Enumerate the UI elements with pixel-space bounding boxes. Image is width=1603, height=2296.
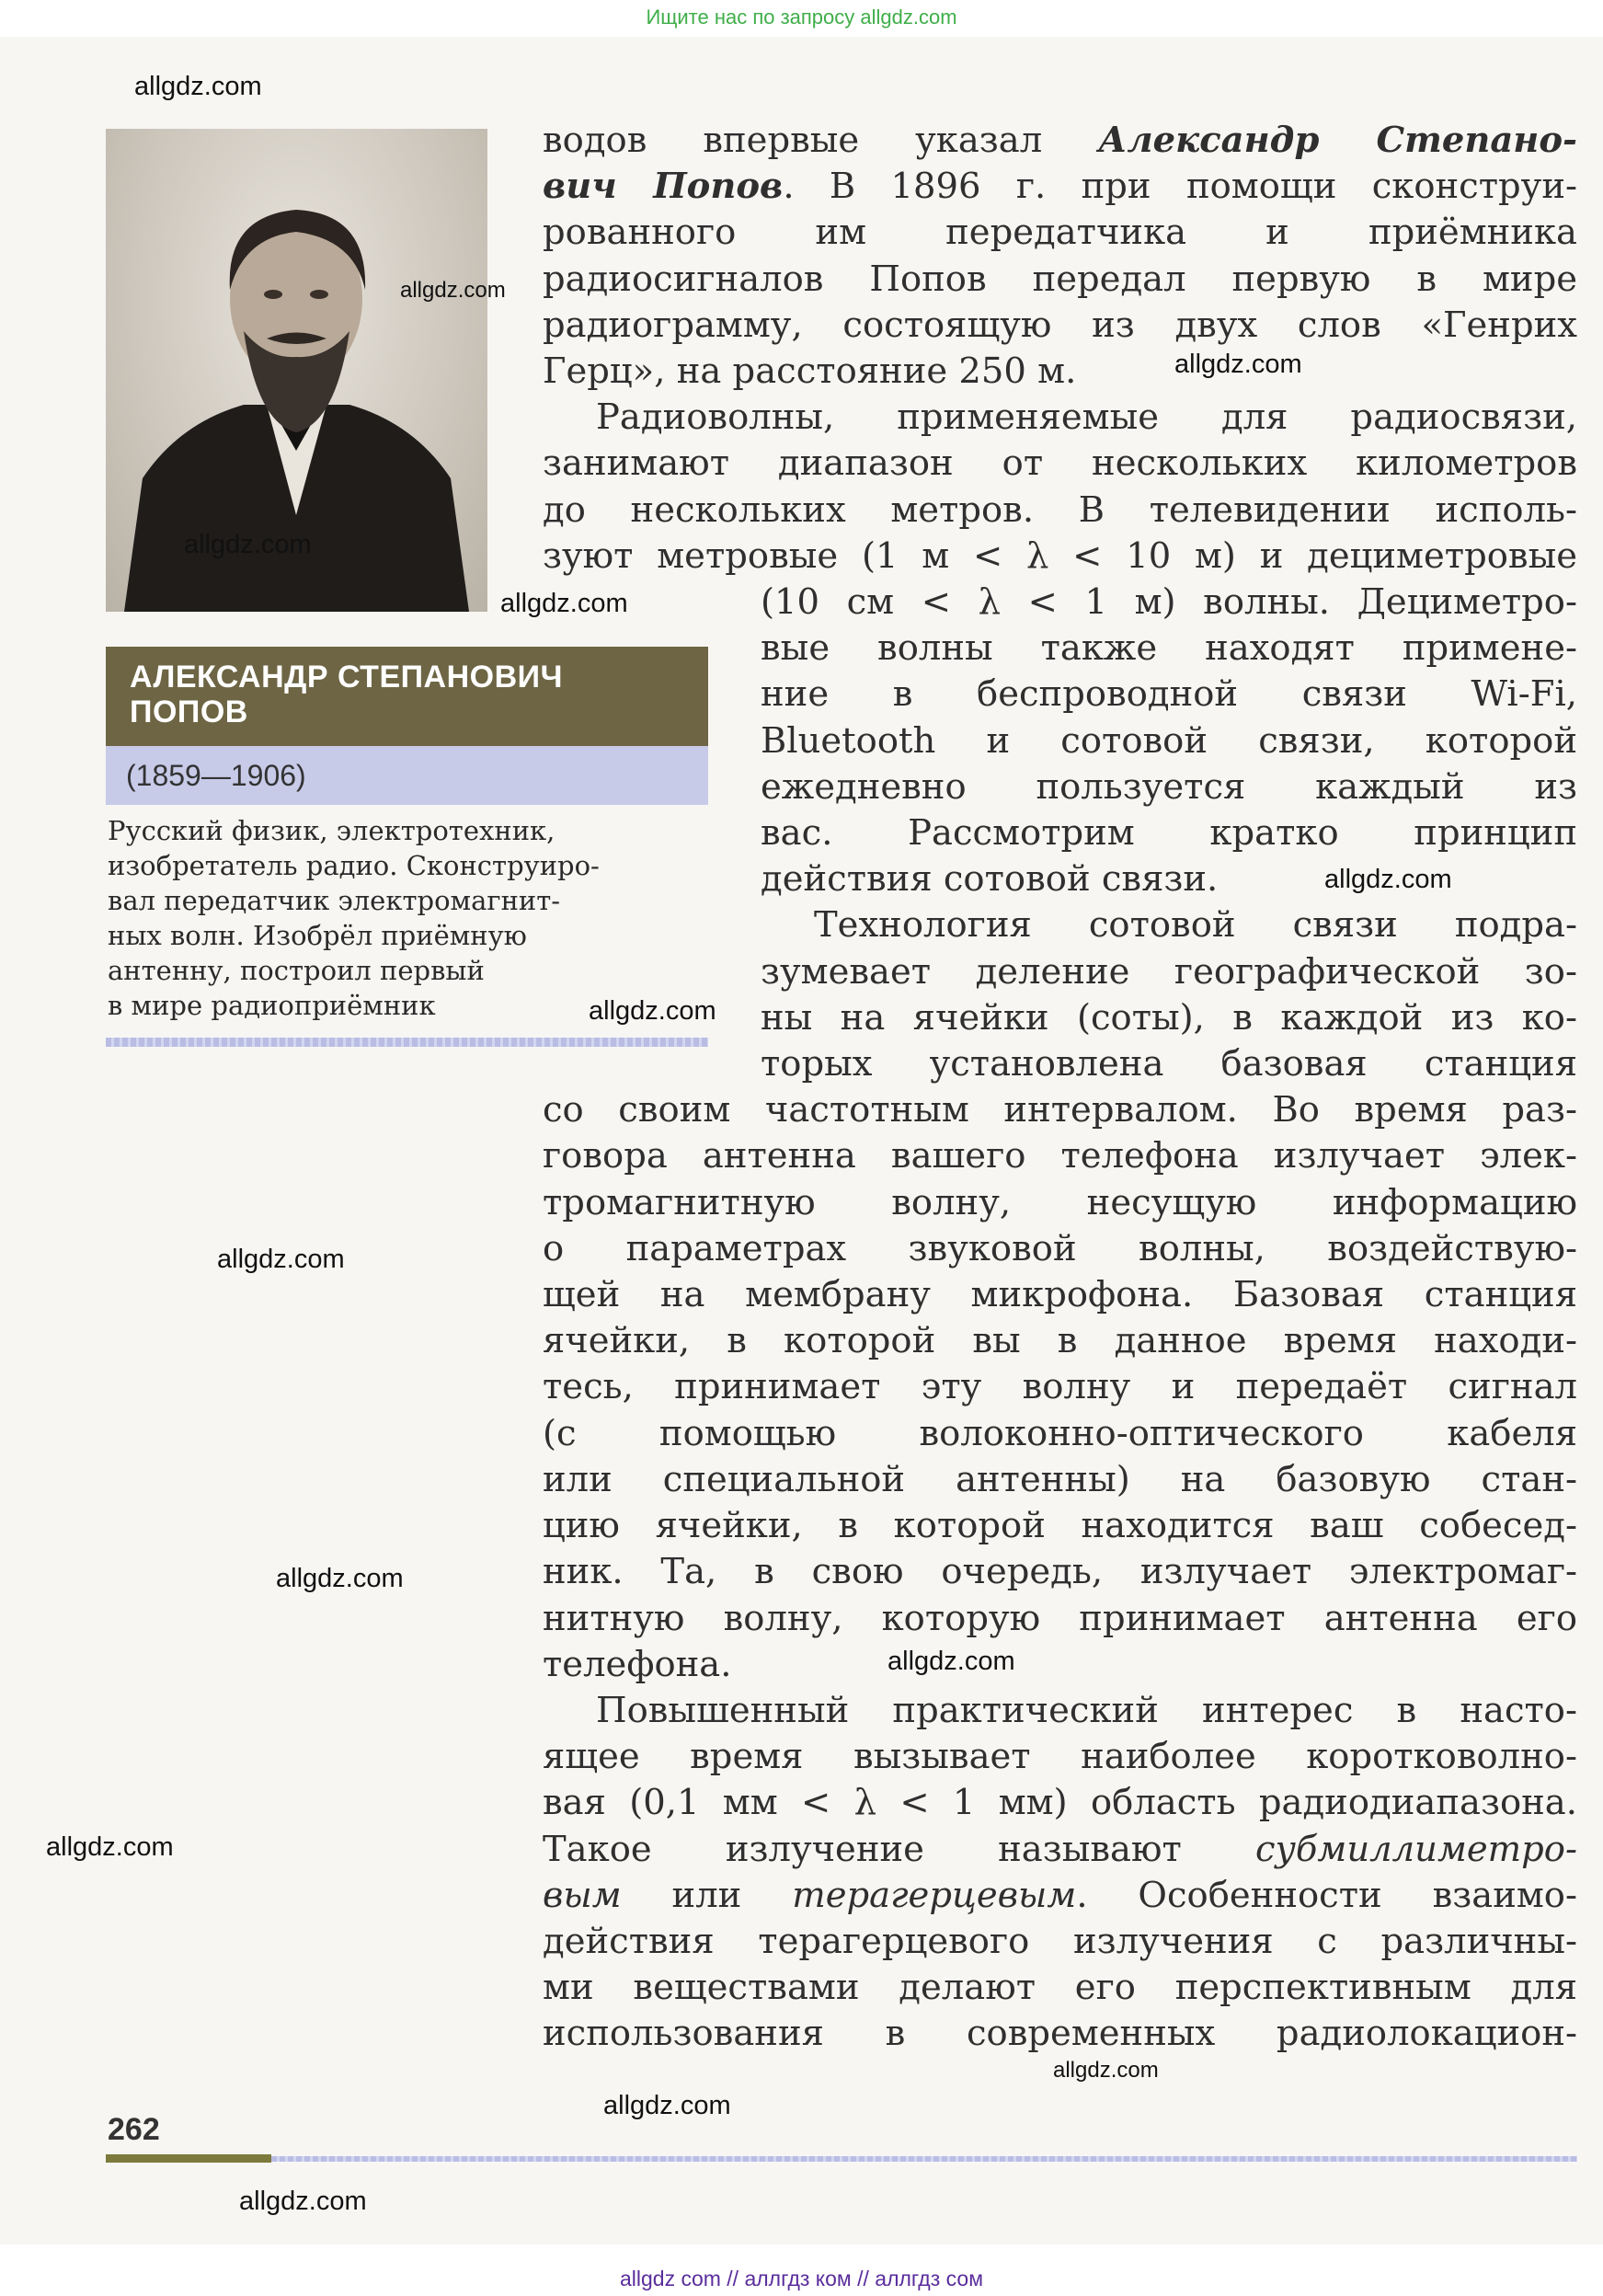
text-line: Радиоволны, применяемые для радиосвязи, — [596, 396, 1577, 439]
bio-desc-line: изобретатель радио. Сконструиро- — [108, 850, 600, 881]
footer-accent-bar — [106, 2154, 271, 2163]
text-line: Bluetooth и сотовой связи, которой — [761, 719, 1577, 762]
text-line: или специальной антенны) на базовую стан- — [543, 1458, 1577, 1500]
watermark: allgdz.com — [239, 2187, 367, 2216]
bottom-banner[interactable]: allgdz com // аллгдз ком // аллгдз сом — [619, 2267, 984, 2290]
watermark: allgdz.com — [603, 2091, 731, 2120]
bio-desc-line: вал передатчик электромагнит- — [108, 885, 561, 916]
text-line: Повышенный практический интерес в насто- — [596, 1689, 1577, 1731]
text-line: ежедневно пользуется каждый из — [761, 765, 1577, 808]
text-line: телефона. — [543, 1643, 732, 1685]
term-italic: терагерцевым — [792, 1874, 1077, 1916]
text-line: водов впервые указал Александр Степано- — [543, 120, 1577, 161]
text-line: использования в современных радиолокацион- — [543, 2013, 1577, 2055]
top-banner[interactable]: Ищите нас по запросу allgdz.com — [646, 6, 957, 29]
page-number: 262 — [108, 2112, 160, 2147]
watermark: allgdz.com — [887, 1647, 1015, 1676]
bio-desc-line: Русский физик, электротехник, — [108, 815, 555, 846]
bio-name-line2: ПОПОВ — [130, 695, 248, 729]
text-line: Такое излучение называют субмиллиметро- — [543, 1828, 1577, 1870]
text-line: зуют метровые (1 м < λ < 10 м) и дециметровые — [543, 534, 1577, 577]
text-line: цию ячейки, в которой находится ваш собесед- — [543, 1505, 1577, 1547]
text-line: вая (0,1 мм < λ < 1 мм) область радиодиапазона. — [543, 1782, 1577, 1824]
text-line: вые волны также находят примене- — [761, 627, 1577, 670]
text-line: Технология сотовой связи подра- — [814, 904, 1577, 947]
text-line: вич Попов. В 1896 г. при помощи сконструи- — [543, 166, 1577, 208]
text-line: действия терагерцевого излучения с различны- — [543, 1920, 1577, 1962]
text-line: тесь, принимает эту волну и передаёт сигнал — [543, 1366, 1577, 1408]
watermark: allgdz.com — [217, 1245, 345, 1274]
term-italic: субмиллиметро- — [1255, 1828, 1577, 1870]
bio-desc-line: ных волн. Изобрёл приёмную — [108, 920, 527, 951]
main-text-column — [543, 118, 1577, 2058]
text-line: ячейки, в которой вы в данное время находи- — [543, 1320, 1577, 1362]
text-line: торых установлена базовая станция — [761, 1043, 1577, 1085]
text-line: Герц», на расстояние 250 м. — [543, 350, 1077, 393]
text-line: говора антенна вашего телефона излучает элек- — [543, 1135, 1577, 1177]
text-line: ние в беспроводной связи Wi-Fi, — [761, 673, 1577, 716]
text-line: ящее время вызывает наиболее коротковолно- — [543, 1736, 1577, 1778]
text-line: щей на мембрану микрофона. Базовая станция — [543, 1274, 1577, 1316]
inventor-name: вич Попов — [543, 166, 784, 208]
watermark: allgdz.com — [589, 996, 716, 1026]
watermark: allgdz.com — [500, 589, 628, 618]
text-line: о параметрах звуковой волны, воздействую- — [543, 1227, 1577, 1269]
bio-desc-line: в мире радиоприёмник — [108, 990, 436, 1021]
text-line: ми веществами делают его перспективным для — [543, 1967, 1577, 2009]
inventor-name: Александр Степано- — [1098, 120, 1577, 161]
text-line: тромагнитную волну, несущую информацию — [543, 1181, 1577, 1223]
bio-desc-line: антенну, построил первый — [108, 955, 485, 986]
watermark: allgdz.com — [1053, 2058, 1159, 2083]
text-line: действия сотовой связи. — [761, 858, 1219, 901]
term-italic: вым — [543, 1874, 622, 1916]
text-line: зумевает деление географической зо- — [761, 950, 1577, 993]
text-line: до нескольких метров. В телевидении исполь- — [543, 488, 1577, 531]
watermark: allgdz.com — [184, 530, 312, 559]
text-line: вас. Рассмотрим кратко принцип — [761, 812, 1577, 855]
watermark: allgdz.com — [1174, 350, 1302, 379]
watermark: allgdz.com — [134, 72, 262, 101]
text-line: радиограмму, состоящую из двух слов «Генрих — [543, 304, 1577, 346]
text-line: радиосигналов Попов передал первую в мире — [543, 258, 1577, 300]
watermark: allgdz.com — [400, 278, 506, 303]
text-line: ник. Та, в свою очередь, излучает электромаг- — [543, 1551, 1577, 1593]
footer-rule — [271, 2156, 1577, 2162]
bio-years: (1859—1906) — [106, 746, 708, 805]
text-line: ны на ячейки (соты), в каждой из ко- — [761, 996, 1577, 1039]
bio-name-line1: АЛЕКСАНДР СТЕПАНОВИЧ — [130, 660, 563, 695]
watermark: allgdz.com — [276, 1564, 404, 1593]
text-line: (с помощью волоконно-оптического кабеля — [543, 1412, 1577, 1454]
text-line: нитную волну, которую принимает антенна его — [543, 1597, 1577, 1639]
watermark: allgdz.com — [46, 1832, 174, 1862]
watermark: allgdz.com — [1324, 865, 1452, 894]
text-line: рованного им передатчика и приёмника — [543, 212, 1577, 254]
text-line: вым или терагерцевым. Особенности взаимо- — [543, 1874, 1577, 1916]
text-line: со своим частотным интервалом. Во время раз- — [543, 1089, 1577, 1131]
text-line: занимают диапазон от нескольких километров — [543, 442, 1577, 485]
text-line: (10 см < λ < 1 м) волны. Дециметро- — [761, 581, 1577, 624]
